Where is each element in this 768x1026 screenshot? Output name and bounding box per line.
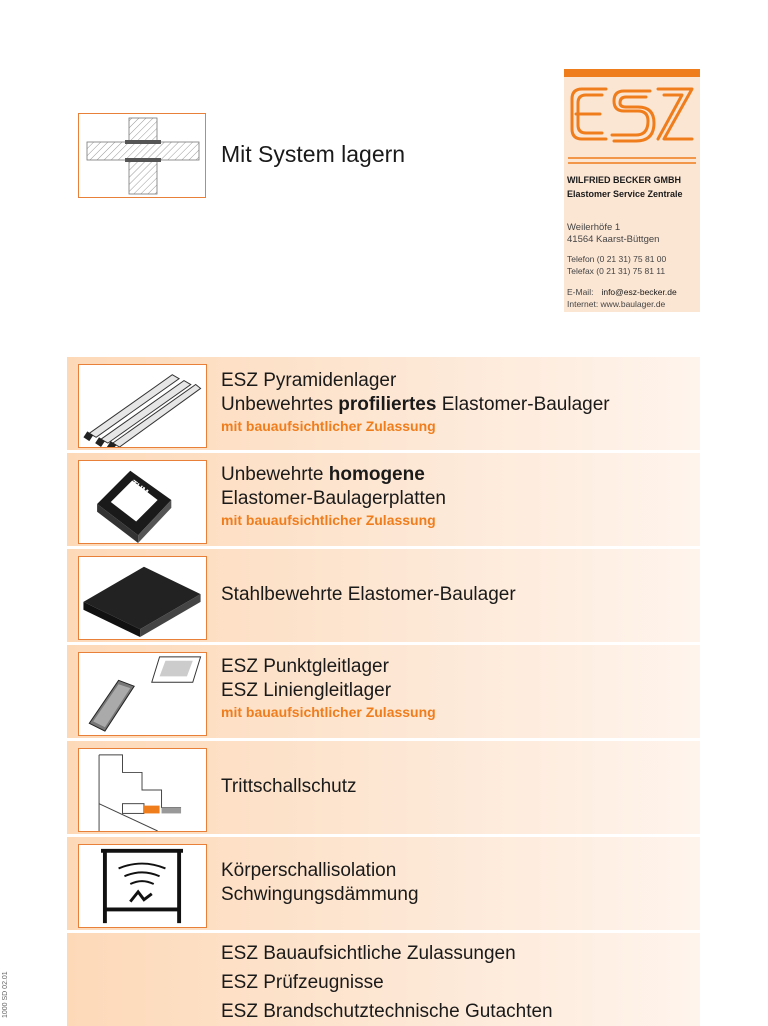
product-row — [67, 932, 700, 1026]
tum-badge-text: TUM — [129, 477, 151, 498]
page-title: Mit System lagern — [221, 141, 406, 167]
email-line — [567, 287, 677, 297]
product-2-line-2: Elastomer-Baulagerplatten — [221, 488, 446, 509]
logo-underline — [564, 155, 700, 169]
pyramid-bearing-image — [78, 364, 207, 448]
product-6-line-2: Schwingungsdämmung — [221, 884, 419, 905]
address-city: 41564 Kaarst-Büttgen — [567, 234, 660, 245]
product-2-line-1: Unbewehrte homogene — [221, 464, 425, 485]
phone-number: Telefon (0 21 31) 75 81 00 — [567, 254, 667, 264]
product-row — [67, 836, 700, 930]
product-row — [67, 356, 700, 450]
product-list — [67, 356, 700, 1024]
header-bearing-drawing — [78, 113, 206, 198]
website-link[interactable]: Internet: www.baulager.de — [567, 299, 666, 309]
company-card — [564, 69, 700, 312]
product-row — [67, 644, 700, 738]
approval-note: mit bauaufsichtlicher Zulassung — [221, 704, 436, 720]
product-row — [67, 452, 700, 546]
company-name: WILFRIED BECKER GMBH — [567, 175, 681, 185]
approval-note: mit bauaufsichtlicher Zulassung — [221, 418, 436, 434]
esz-logo — [568, 83, 696, 145]
product-7-line-1: ESZ Bauaufsichtliche Zulassungen — [221, 943, 516, 964]
address-street: Weilerhöfe 1 — [567, 222, 621, 233]
email-label: E-Mail: — [567, 287, 594, 297]
brand-accent-bar — [564, 69, 700, 77]
product-1-line-2: Unbewehrtes profiliertes Elastomer-Baulager — [221, 394, 610, 415]
product-4-line-2: ESZ Liniengleitlager — [221, 680, 392, 701]
product-row — [67, 740, 700, 834]
stair-soundproof-image — [78, 748, 207, 832]
product-7-line-3: ESZ Brandschutztechnische Gutachten — [221, 1001, 553, 1022]
product-7-line-2: ESZ Prüfzeugnisse — [221, 972, 384, 993]
product-3-line-1: Stahlbewehrte Elastomer-Baulager — [221, 584, 516, 605]
document-code: 1000 SD 02.01 — [2, 971, 9, 1018]
product-4-line-1: ESZ Punktgleitlager — [221, 656, 389, 677]
product-5-line-1: Trittschallschutz — [221, 776, 357, 797]
fax-number: Telefax (0 21 31) 75 81 11 — [567, 266, 666, 276]
sliding-bearing-image — [78, 652, 207, 736]
steel-bearing-image — [78, 556, 207, 640]
email-link[interactable]: info@esz-becker.de — [601, 287, 677, 297]
product-1-line-1: ESZ Pyramidenlager — [221, 370, 397, 391]
homogeneous-plate-image — [78, 460, 207, 544]
company-subtitle: Elastomer Service Zentrale — [567, 189, 683, 199]
product-6-line-1: Körperschallisolation — [221, 860, 397, 881]
product-row — [67, 548, 700, 642]
vibration-isolation-image — [78, 844, 207, 928]
approval-note: mit bauaufsichtlicher Zulassung — [221, 512, 436, 528]
